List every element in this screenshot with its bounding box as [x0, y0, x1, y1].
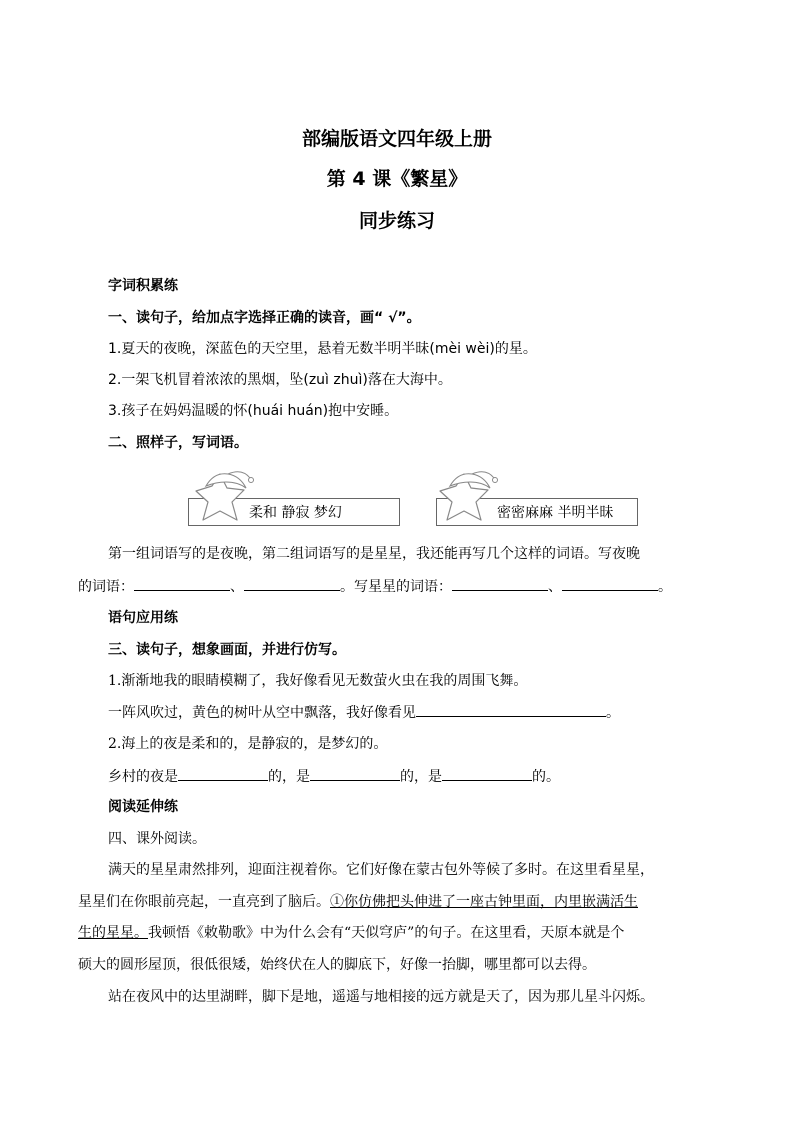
reading-passage-line: 满天的星星肃然排列，迎面注视着你。它们好像在蒙古包外等候了多时。在这里看星星，	[108, 862, 654, 878]
answer-blank[interactable]	[452, 576, 548, 591]
question-1-item-3: 3.孩子在妈妈温暖的怀(huái huán)抱中安睡。	[108, 403, 399, 419]
question-4-title: 四、课外阅读。	[108, 831, 206, 847]
question-2-answer-line: 的词语： 、 。写星星的词语： 、 。	[78, 576, 730, 597]
question-1-item-2: 2.一架飞机冒着浓浓的黑烟，坠(zuì zhuì)落在大海中。	[108, 372, 452, 388]
answer-blank[interactable]	[442, 766, 532, 781]
underlined-sentence: ①你仿佛把头伸进了一座古钟里面，内里嵌满活生	[330, 894, 638, 910]
exercise-title: 同步练习	[358, 210, 435, 232]
section-heading-reading: 阅读延伸练	[108, 799, 178, 815]
star-with-hat-icon	[424, 464, 514, 536]
reading-passage-line: 生的星星。我顿悟《敕勒歌》中为什么会有“天似穹庐”的句子。在这里看，天原本就是个	[78, 925, 625, 941]
star-with-hat-icon	[180, 464, 270, 536]
example-words-night: 柔和 静寂 梦幻	[249, 505, 342, 521]
document-title: 部编版语文四年级上册	[301, 128, 492, 150]
lesson-title: 第 4 课《繁星》	[326, 168, 468, 190]
question-3-sentence-1: 1.渐渐地我的眼睛模糊了，我好像看见无数萤火虫在我的周围飞舞。	[108, 673, 528, 689]
example-words-stars: 密密麻麻 半明半昧	[497, 505, 614, 521]
answer-blank[interactable]	[416, 702, 606, 717]
answer-blank[interactable]	[178, 766, 268, 781]
answer-blank[interactable]	[562, 576, 658, 591]
answer-blank[interactable]	[244, 576, 340, 591]
answer-blank[interactable]	[310, 766, 400, 781]
question-3-sentence-2: 2.海上的夜是柔和的，是静寂的，是梦幻的。	[108, 736, 388, 752]
reading-passage-line: 硕大的圆形屋顶，很低很矮，始终伏在人的脚底下，好像一抬脚，哪里都可以去得。	[78, 957, 596, 973]
section-heading-vocabulary: 字词积累练	[108, 278, 178, 294]
section-heading-sentences: 语句应用练	[108, 610, 178, 626]
question-3-title: 三、读句子，想象画面，并进行仿写。	[108, 642, 346, 658]
reading-passage-line: 星星们在你眼前亮起，一直亮到了脑后。①你仿佛把头伸进了一座古钟里面，内里嵌满活生	[78, 894, 638, 910]
question-2-instruction: 第一组词语写的是夜晚，第二组词语写的是星星，我还能再写几个这样的词语。写夜晚	[108, 546, 640, 562]
question-1-item-1: 1.夏天的夜晚，深蓝色的天空里，悬着无数半明半昧(mèi wèi)的星。	[108, 341, 537, 357]
question-2-title: 二、照样子，写词语。	[108, 435, 248, 451]
question-3-fill-2: 乡村的夜是 的，是 的，是 的。	[108, 766, 560, 787]
answer-blank[interactable]	[134, 576, 230, 591]
question-1-title: 一、读句子，给加点字选择正确的读音，画“ √”。	[108, 310, 421, 326]
reading-passage-line: 站在夜风中的达里湖畔，脚下是地，遥遥与地相接的远方就是天了，因为那儿星斗闪烁。	[108, 989, 654, 1005]
underlined-sentence: 生的星星。	[78, 925, 148, 941]
question-3-fill-1: 一阵风吹过，黄色的树叶从空中飘落，我好像看见 。	[108, 702, 620, 723]
